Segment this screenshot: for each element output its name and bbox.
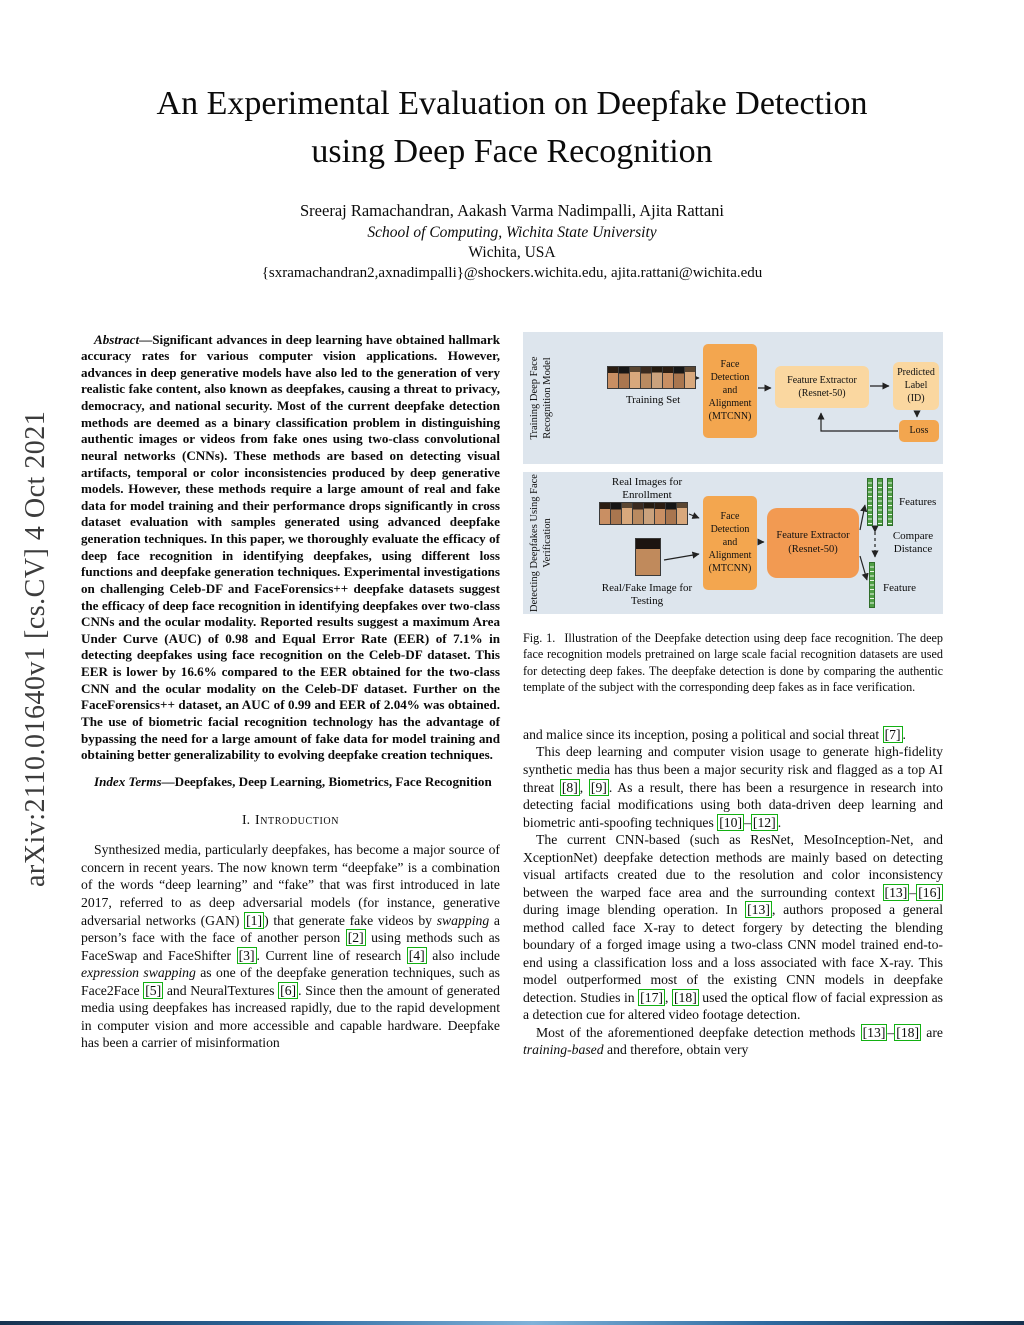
citation-link[interactable]: [12] xyxy=(752,814,776,830)
intro-paragraphs-right xyxy=(523,726,943,1059)
section-title: Introduction xyxy=(255,812,340,828)
feature-label: Feature xyxy=(883,581,916,594)
training-panel-side-label: Training Deep Face Recognition Model xyxy=(529,356,554,440)
abstract-text: —Significant advances in deep learning have obtained hallmark accuracy rates for various computer vision applications. However, advances in deep generative models have also led to the generation of very realistic fake content, also known as deepfakes, causing a threat to privacy, democracy, and national security. Most of the current deepfake detection methods are deemed as a binary classification problem in distinguishing authentic images or videos from fake ones using two-class convolutional neural networks (CNNs). These methods are based on detecting visual artifacts, temporal or color inconsistencies produced by deep generative models. However, these methods require a large amount of real and fake data for model training and their performance drops significantly in cross dataset evaluation with samples generated using advanced deepfake generation techniques. In this paper, we thoroughly evaluate the efficacy of deep face recognition in identifying deepfakes, using different loss functions and deepfake generation techniques. Experimental investigations on challenging Celeb-DF and FaceForensics++ deepfake datasets suggest the efficacy of deep face recognition in identifying deepfakes over two-class CNNs and the ocular modality. Reported results suggest a maximum Area Under Curve (AUC) of 0.98 and Equal Error Rate (EER) of 7.1% in detecting deepfakes using face recognition on the Celeb-DF dataset. This EER is lower by 16.6% compared to the EER obtained for the two-class CNN and the ocular modality on the Celeb-DF dataset. Further on the FaceForensics++ dataset, an AUC of 0.99 and EER of 2.04% was obtained. The use of biometric facial recognition technology has the advantage of bypassing the need for a large amount of fake data for model training and obtaining better generalizability to evolving deepfake creation techniques. xyxy=(81,331,500,763)
authors: Sreeraj Ramachandran, Aakash Varma Nadimpalli, Ajita Rattani xyxy=(300,200,724,220)
face-detection-box: Face Detection and Alignment (MTCNN) xyxy=(703,344,757,438)
citation-link[interactable]: [1] xyxy=(246,912,263,928)
figure-1 xyxy=(523,332,943,696)
feature-vector-bar xyxy=(877,478,883,526)
abstract-lead: Abstract xyxy=(94,331,140,347)
detection-panel xyxy=(523,472,943,614)
test-face-image xyxy=(635,538,661,576)
figure-caption-text: Illustration of the Deepfake detection using deep face recognition. The deep face recognition models pretrained on large scale facial recognition datasets are used for detecting deep fakes. The deepfake detection is done by comparing the authentic template of the subject with the corresponding deep fakes as in face verification. xyxy=(523,630,943,695)
index-terms-text: —Deepfakes, Deep Learning, Biometrics, Face Recognition xyxy=(161,773,492,789)
citation-link[interactable]: [9] xyxy=(590,779,607,795)
enrollment-images-label: Real Images for Enrollment xyxy=(611,475,683,501)
feature-extractor-box: Feature Extractor (Resnet-50) xyxy=(775,366,869,408)
citation-link[interactable]: [7] xyxy=(884,726,901,742)
intro-paragraphs-left xyxy=(81,841,500,1051)
citation-link[interactable]: [3] xyxy=(238,947,255,963)
paragraph: Synthesized media, particularly deepfakes, has become a major source of concern in recent years. The now known term “deepfake” is a combination of the words “deep learning” and “fake” that was first introduced in late 2017, referred to as deep adversarial models (for instance, generative adversarial networks (GAN) [1] ) that generate fake videos by swapping a person’s face with the face of another person [2] using methods such as FaceSwap and FaceShifter [3] . Current line of research [4] also include expression swapping as one of the deepfake generation techniques, such as Face2Face [5] and NeuralTextures [6] . Since then the amount of generated media using deepfakes has increased rapidly, due to the rapid development in computer vision and more accessible and capable hardware. Deepfake has been a carrier of misinformation xyxy=(81,842,501,1051)
citation-link[interactable]: [6] xyxy=(280,982,297,998)
enrollment-images xyxy=(599,502,687,525)
detection-panel-side-label: Detecting Deepfakes Using Face Verification xyxy=(529,473,554,612)
section-number: I. xyxy=(241,812,251,828)
face-thumbnail xyxy=(684,366,696,389)
features-label: Features xyxy=(899,495,937,508)
training-set-images xyxy=(607,366,695,389)
paper-title xyxy=(0,80,1024,177)
predicted-label-box: Predicted Label (ID) xyxy=(893,362,939,410)
citation-link[interactable]: [18] xyxy=(896,1024,920,1040)
arxiv-stamp: arXiv:2110.01640v1 [cs.CV] 4 Oct 2021 xyxy=(20,410,51,888)
index-terms xyxy=(81,774,500,791)
emphasized-text: swapping xyxy=(436,912,490,928)
feature-vector-bar xyxy=(887,478,893,526)
feature-extractor-box: Feature Extractor (Resnet-50) xyxy=(767,508,859,578)
paragraph: This deep learning and computer vision usage to generate high-fidelity synthetic media has thus been a major security risk and flagged as a top AI threat [8] , [9] . As a result, there has been a resurgence in research into detecting facial modifications using both data-driven deep learning and biometric anti-spoofing techniques [10] – [12] . xyxy=(523,744,943,830)
training-panel xyxy=(523,332,943,464)
face-detection-box: Face Detection and Alignment (MTCNN) xyxy=(703,496,757,590)
paragraph: The current CNN-based (such as ResNet, MesoInception-Net, and XceptionNet) deepfake detection methods are mainly based on detecting visual artifacts created due to the resolution and color inconsistency between the warped face area and the surrounding context [13] – [16] during image blending operation. In [13] , authors proposed a general method called face X-ray to detect forgery by detecting the blending boundary of a forged image using a two-class CNN model trained end-to-end using a classification loss and a loss associated with face X-ray. This model outperformed most of the existing CNN models in deepfake detection. Studies in [17] , [18] used the optical flow of facial expression as a detection cue for altered video footage detection. xyxy=(523,832,944,1023)
right-column xyxy=(523,332,943,1059)
citation-link[interactable]: [8] xyxy=(561,779,578,795)
citation-link[interactable]: [13] xyxy=(747,902,770,918)
section-heading-introduction xyxy=(81,812,500,828)
title-line-2: using Deep Face Recognition xyxy=(311,133,713,171)
abstract xyxy=(81,332,500,764)
paragraph: Most of the aforementioned deepfake detection methods [13] – [18] are training-based and therefore, obtain very xyxy=(523,1024,944,1058)
feature-vector-bar xyxy=(869,562,875,608)
compare-distance-label: Compare Distance xyxy=(892,529,934,555)
citation-link[interactable]: [4] xyxy=(408,947,425,963)
left-column xyxy=(81,332,500,1059)
feature-vector-bar xyxy=(867,478,873,526)
figure-panels xyxy=(523,332,943,614)
figure-caption xyxy=(523,630,943,696)
author-emails[interactable]: {sxramachandran2,axnadimpalli}@shockers.wichita.edu, ajita.rattani@wichita.edu xyxy=(261,264,763,281)
emphasized-text: expression swapping xyxy=(81,965,196,981)
citation-link[interactable]: [16] xyxy=(918,884,941,900)
training-set-label: Training Set xyxy=(625,393,681,406)
face-thumbnail xyxy=(676,502,688,525)
citation-link[interactable]: [13] xyxy=(862,1024,886,1040)
paragraph: and malice since its inception, posing a political and social threat [7] . xyxy=(523,726,906,742)
citation-link[interactable]: [18] xyxy=(673,989,697,1005)
figure-caption-label: Fig. 1. xyxy=(523,630,556,645)
paper-header xyxy=(0,0,1024,282)
loss-box: Loss xyxy=(899,420,939,442)
location: Wichita, USA xyxy=(468,243,556,261)
two-column-body xyxy=(0,332,1024,1059)
citation-link[interactable]: [2] xyxy=(347,930,364,946)
window-bottom-edge xyxy=(0,1321,1024,1325)
title-line-1: An Experimental Evaluation on Deepfake Detection xyxy=(156,85,868,122)
emphasized-text: training-based xyxy=(523,1042,604,1058)
citation-link[interactable]: [5] xyxy=(145,982,162,998)
affiliation: School of Computing, Wichita State University xyxy=(367,223,657,241)
citation-link[interactable]: [13] xyxy=(884,884,908,900)
test-image-label: Real/Fake Image for Testing xyxy=(601,581,693,607)
citation-link[interactable]: [10] xyxy=(719,814,743,830)
citation-link[interactable]: [17] xyxy=(640,989,663,1005)
index-terms-lead: Index Terms xyxy=(94,773,162,789)
